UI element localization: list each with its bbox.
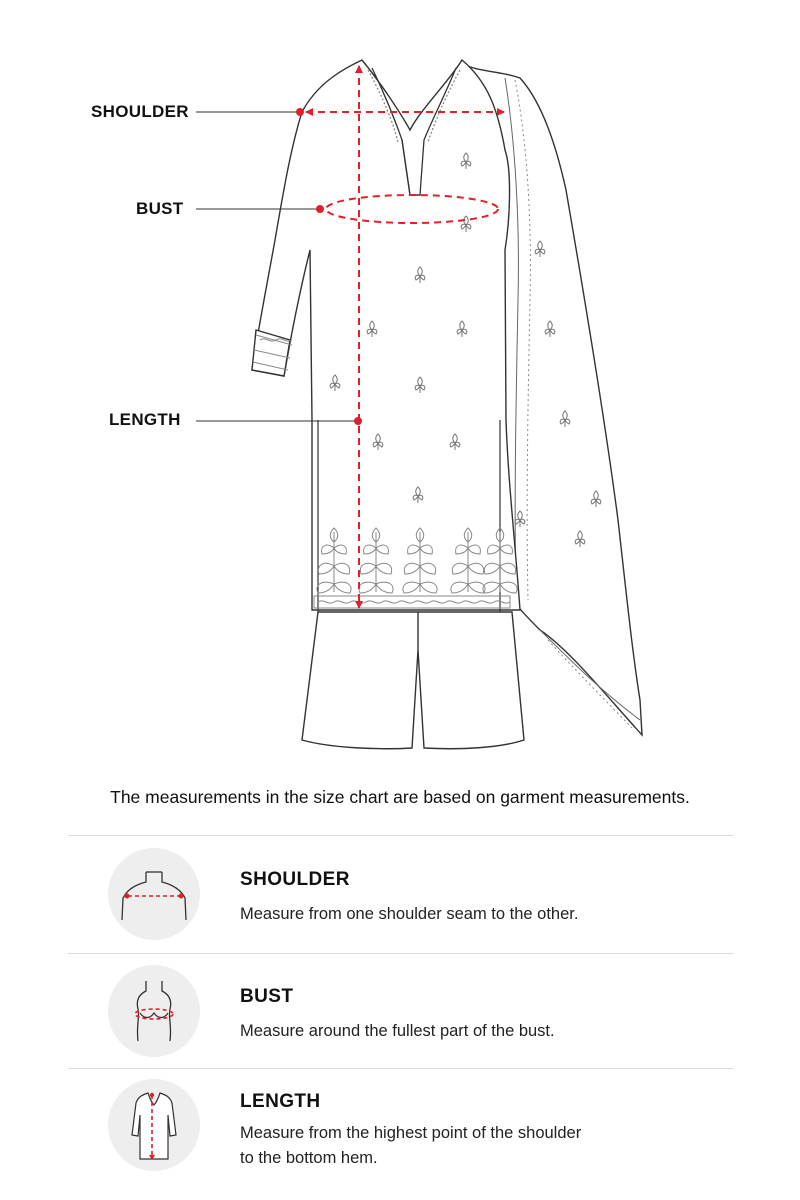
shoulder-measure-icon	[108, 848, 200, 940]
bust-title: BUST	[240, 986, 294, 1007]
measurement-row-bust	[68, 954, 734, 1070]
length-desc-line-1: Measure from the highest point of the shoulder	[240, 1124, 582, 1142]
bust-desc: Measure around the fullest part of the bust.	[240, 1022, 555, 1040]
bust-measure-icon	[108, 965, 200, 1057]
callout-bust-label: BUST	[136, 199, 184, 218]
size-chart-note: The measurements in the size chart are based on garment measurements.	[110, 787, 690, 807]
callout-shoulder-label: SHOULDER	[91, 102, 189, 121]
length-desc	[240, 1121, 680, 1171]
length-desc-line-2: to the bottom hem.	[240, 1149, 378, 1167]
callout-length-label: LENGTH	[109, 410, 181, 429]
length-measure-icon	[108, 1079, 200, 1171]
palazzo-pants	[302, 612, 524, 749]
kurta-body	[252, 60, 520, 610]
shoulder-title: SHOULDER	[240, 869, 350, 890]
shoulder-desc: Measure from one shoulder seam to the other.	[240, 905, 579, 923]
length-title: LENGTH	[240, 1091, 321, 1112]
measurement-row-length	[68, 1069, 734, 1185]
measurement-row-shoulder	[68, 836, 734, 952]
